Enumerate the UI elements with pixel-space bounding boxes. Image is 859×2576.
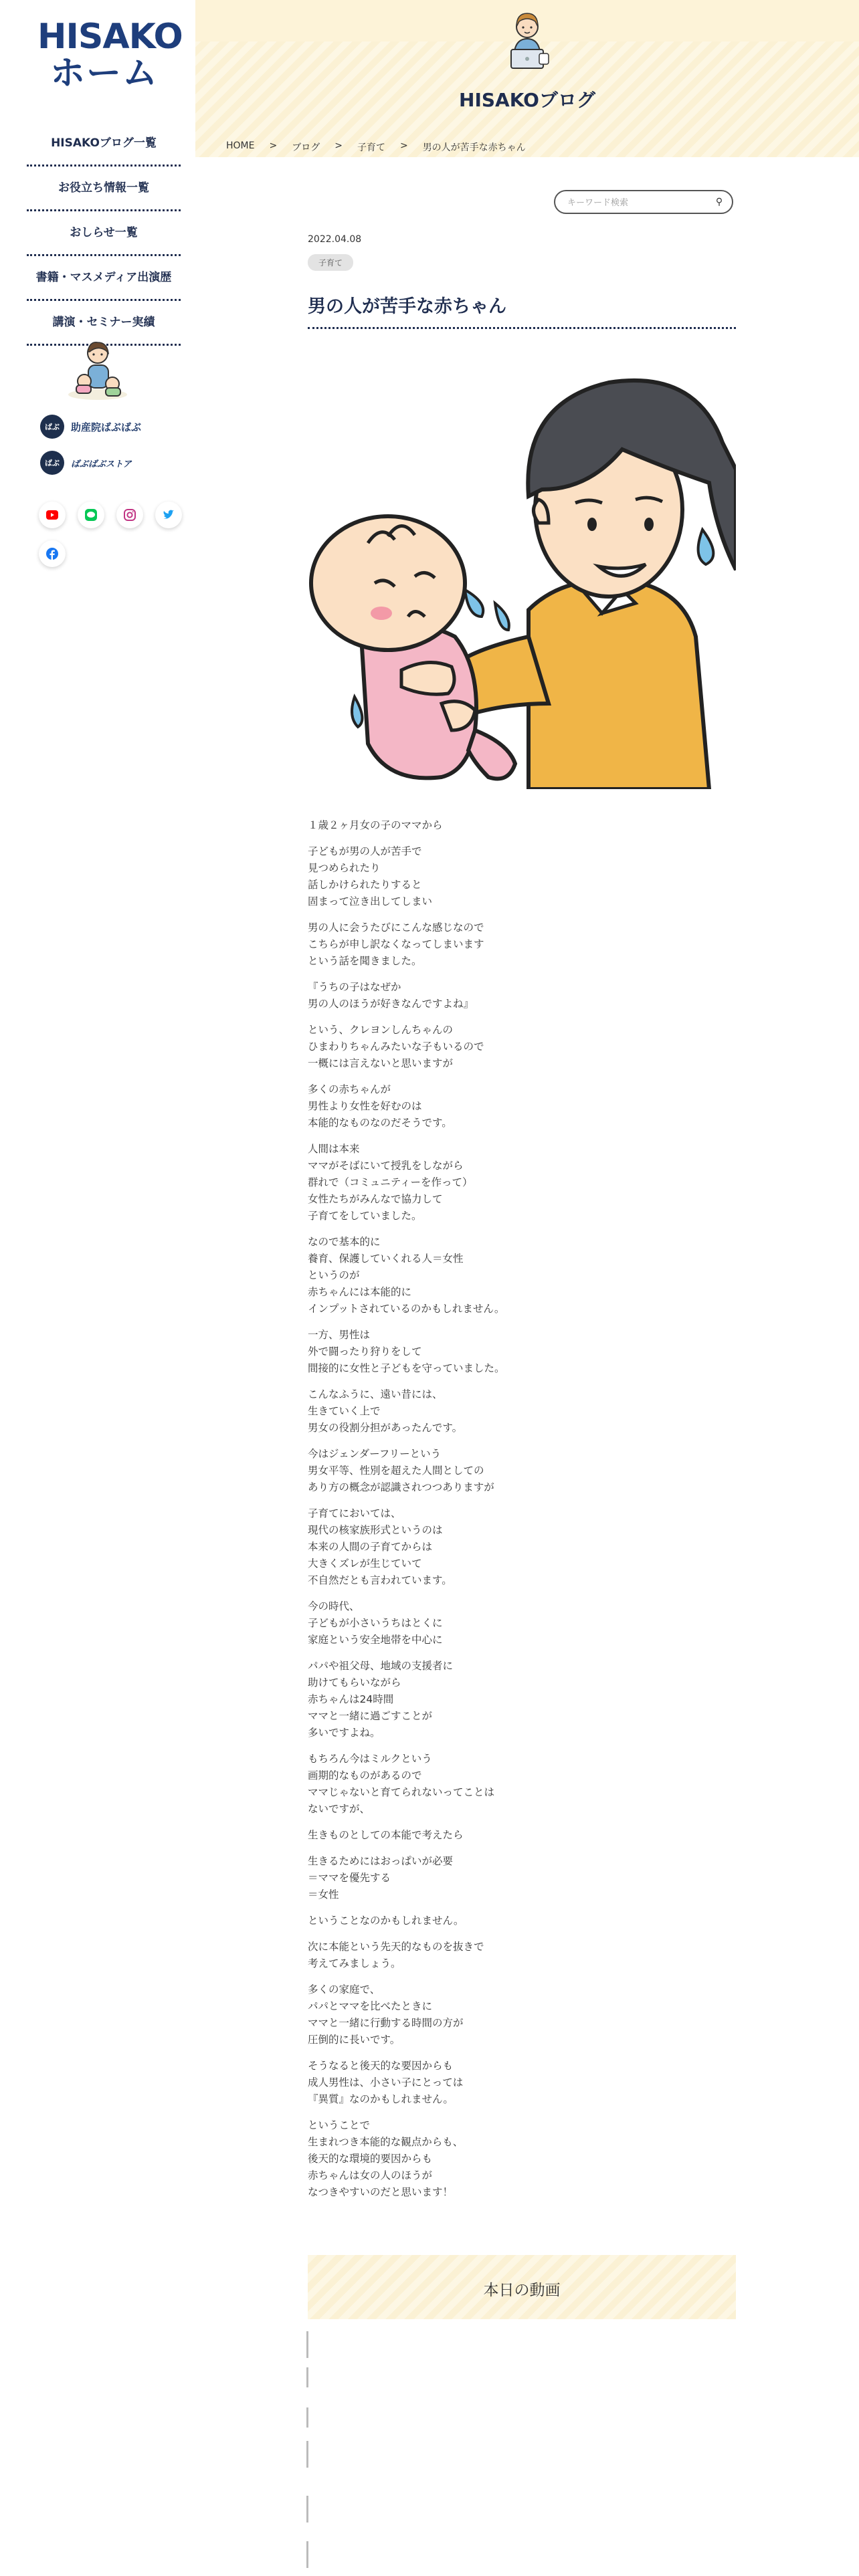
article-paragraph: こんなふうに、遠い昔には、 生きていく上で 男女の役割分担があったんです。: [308, 1388, 463, 1434]
article-paragraph: そうなると後天的な要因からも 成人男性は、小さい子にとっては 『異質』なのかもしれません。: [308, 2060, 464, 2105]
breadcrumb: [226, 140, 526, 154]
article-paragraph: 一方、男性は 外で闘ったり狩りをして 間接的に女性と子どもを守っていました。: [308, 1329, 505, 1374]
video-embed-edge: [306, 2367, 308, 2387]
side-link-josanin[interactable]: [40, 413, 141, 440]
youtube-button[interactable]: [39, 502, 66, 528]
article-paragraph: 今はジェンダーフリーという 男女平等、性別を超えた人間としての あり方の概念が認識されつつありますが: [308, 1448, 494, 1493]
babu-logo-icon: ばぶ: [40, 415, 64, 439]
nav-item-news[interactable]: おしらせ一覧: [27, 211, 181, 256]
site-logo[interactable]: [37, 17, 183, 94]
facebook-icon: [46, 548, 58, 560]
category-tag[interactable]: 子育て: [308, 254, 353, 271]
article-paragraph: 『うちの子はなぜか 男の人のほうが好きなんですよね』: [308, 981, 474, 1010]
nav-item-lectures[interactable]: 講演・セミナー実績: [27, 301, 181, 346]
article-body: [308, 817, 736, 2210]
twitter-icon: [163, 510, 175, 520]
instagram-icon: [124, 509, 136, 521]
blog-section-title: HISAKOブログ: [459, 89, 595, 111]
video-embed-edge: [306, 2541, 308, 2568]
article-hero-illustration: [308, 356, 736, 789]
article-paragraph: ということなのかもしれません。: [308, 1915, 464, 1927]
youtube-icon: [46, 510, 58, 520]
nav-item-blog-list[interactable]: HISAKOブログ一覧: [27, 122, 181, 167]
line-icon: [85, 509, 97, 521]
todays-video-title: 本日の動画: [483, 2282, 561, 2299]
article-paragraph: 子どもが男の人が苦手で 見つめられたり 話しかけられたりすると 固まって泣き出してしまい: [308, 845, 433, 907]
article-paragraph: 生きるためにはおっぱいが必要 ＝ママを優先する ＝女性: [308, 1855, 454, 1901]
breadcrumb-separator: >: [335, 140, 343, 151]
babu-logo-icon: ばぶ: [40, 451, 64, 475]
search-input[interactable]: [566, 194, 702, 211]
line-button[interactable]: [78, 502, 104, 528]
sidebar-nav: [27, 122, 181, 346]
video-embed-edge: [306, 2331, 308, 2358]
breadcrumb-home[interactable]: HOME: [226, 140, 255, 151]
article-paragraph: パパや祖父母、地域の支援者に 助けてもらいながら 赤ちゃんは24時間 ママと一緒に過ごすことが 多いですよね。: [308, 1660, 454, 1739]
breadcrumb-separator: >: [269, 140, 278, 151]
nav-item-useful-info[interactable]: お役立ち情報一覧: [27, 167, 181, 211]
video-embed-edge: [306, 2407, 308, 2428]
article-paragraph: 多くの家庭で、 パパとママを比べたときに ママと一緒に行動する時間の方が 圧倒的に長いです。: [308, 1983, 464, 2046]
todays-video-header: [308, 2255, 736, 2319]
breadcrumb-blog[interactable]: ブログ: [292, 142, 320, 153]
video-embed-edge: [306, 2441, 308, 2468]
woman-laptop-illustration: [496, 7, 558, 74]
article-paragraph: 男の人に会うたびにこんな感じなので こちらが申し訳なくなってしまいます という話を聞きました。: [308, 922, 484, 967]
article-paragraph: 多くの赤ちゃんが 男性より女性を好むのは 本能的なものなのだそうです。: [308, 1083, 452, 1129]
logo-line1: HISAKO: [37, 17, 183, 57]
article-paragraph: 子育てにおいては、 現代の核家族形式というのは 本来の人間の子育てからは 大きくズレが生じていて 不自然だとも言われています。: [308, 1507, 452, 1586]
logo-line2: ホーム: [50, 53, 159, 94]
side-link-store[interactable]: [40, 449, 132, 476]
article-title: 男の人が苦手な赤ちゃん: [308, 292, 736, 329]
article-paragraph: なので基本的に 養育、保護していくれる人＝女性 というのが 赤ちゃんには本能的に インプットされているのかもしれません。: [308, 1236, 505, 1315]
sidebar: [0, 0, 195, 2576]
facebook-button[interactable]: [39, 540, 66, 567]
breadcrumb-current: 男の人が苦手な赤ちゃん: [422, 142, 526, 153]
nav-item-books-media[interactable]: 書籍・マスメディア出演歴: [27, 256, 181, 301]
article-paragraph: もちろん今はミルクという 画期的なものがあるので ママじゃないと育てられないってことは ないですが、: [308, 1753, 495, 1815]
article-paragraph: 今の時代、 子どもが小さいうちはとくに 家庭という安全地帯を中心に: [308, 1600, 443, 1646]
article-paragraph: １歳２ヶ月女の子のママから: [308, 819, 443, 831]
breadcrumb-separator: >: [399, 140, 408, 151]
article-paragraph: 生きものとしての本能で考えたら: [308, 1829, 464, 1841]
article-paragraph: 次に本能という先天的なものを抜きで 考えてみましょう。: [308, 1941, 484, 1969]
twitter-button[interactable]: [155, 502, 182, 528]
post-date: 2022.04.08: [308, 234, 362, 245]
search-box: [554, 190, 733, 214]
instagram-button[interactable]: [116, 502, 143, 528]
video-embed-edge: [306, 2496, 308, 2523]
article-paragraph: ということで 生まれつき本能的な観点からも、 後天的な環境的要因からも 赤ちゃんは女の人のほうが なつきやすいのだと思います！: [308, 2119, 464, 2198]
blog-header: [195, 0, 859, 157]
article-paragraph: という、クレヨンしんちゃんの ひまわりちゃんみたいな子もいるので 一概には言えないと思いますが: [308, 1024, 484, 1069]
breadcrumb-category[interactable]: 子育て: [357, 142, 385, 153]
mother-illustration: [64, 337, 131, 401]
side-link-label: 助産院ばぶばぶ: [71, 421, 142, 433]
article-paragraph: 人間は本来 ママがそばにいて授乳をしながら 群れで（コミュニティーを作って） 女性たちがみんなで協力して 子育てをしていました。: [308, 1143, 473, 1222]
search-icon[interactable]: ⚲: [715, 197, 723, 207]
side-link-label: ばぶばぶストア: [71, 459, 132, 469]
